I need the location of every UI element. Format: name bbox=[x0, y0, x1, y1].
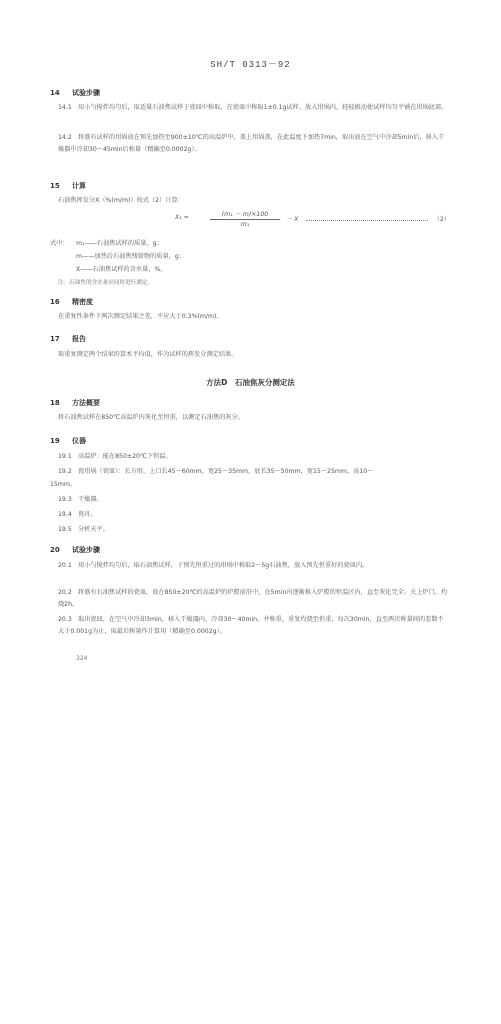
section-15-heading bbox=[50, 181, 86, 191]
formula-fraction bbox=[210, 209, 280, 228]
paragraph-20-2: 20.2 将盛有石油焦试样的瓷皿，放在850±20℃的高温炉的炉膛前沿中，在5min内逐渐推入炉膛的恒温区内，直至灰化完全。关上炉门，灼烧2h。 bbox=[58, 589, 448, 608]
equation-number: （2） bbox=[433, 216, 450, 223]
item-number: 19.1 bbox=[58, 453, 72, 460]
paragraph-15-intro: 石油焦挥发分X（%(m/m)）按式（2）计算： bbox=[58, 197, 184, 204]
paragraph-14-1: 14.1 用小勺搅拌均匀后，取适量石油焦试样于瓷皿中称取，在瓷皿中称取1±0.1g试样，放入坩埚内，轻轻振动使试样均匀平铺在坩埚底部。 bbox=[58, 104, 448, 111]
item-number: 19.5 bbox=[58, 526, 72, 533]
paragraph-14-2: 14.2 将盛有试样的坩埚放在预先加热至900±10℃的高温炉中，盖上坩埚盖，在此温度下加热7min，取出放在空气中冷却5min后，移入干燥器中冷却30～45min后称量（精确至0.0002g）。 bbox=[58, 134, 445, 153]
paragraph-20-3: 20.3 取出瓷皿，在空气中冷却3min，移入干燥器内，冷却30～40min，并称重，重复灼烧至恒重，每次30min，直至两次称量间的差数不大于0.001g为止，取最后称量作计算用（精确至0.0002g）。 bbox=[58, 616, 444, 635]
item-text: 干燥器。 bbox=[78, 496, 103, 503]
paragraph-17: 取重复测定两个结果的算术平均值，作为试样的挥发分测定结果。 bbox=[58, 351, 238, 358]
item-text: 分析天平。 bbox=[78, 526, 109, 533]
section-title: 精密度 bbox=[72, 298, 93, 306]
section-number: 14 bbox=[50, 89, 60, 97]
page-number: 324 bbox=[76, 655, 88, 662]
section-number: 18 bbox=[50, 399, 60, 407]
instrument-item bbox=[58, 524, 109, 533]
instrument-item bbox=[58, 466, 373, 475]
item-number: 19.4 bbox=[58, 511, 72, 518]
section-19-heading bbox=[50, 436, 86, 446]
section-title: 报告 bbox=[72, 335, 86, 343]
leader-dots bbox=[306, 220, 428, 221]
section-title: 方法概要 bbox=[72, 399, 100, 407]
where-label: 式中： bbox=[50, 240, 69, 247]
instrument-item-continued bbox=[50, 479, 76, 488]
paragraph-18: 将石油焦试样在850℃高温炉内灰化至恒重，以测定石油焦的灰分。 bbox=[58, 414, 244, 421]
section-14-heading bbox=[50, 88, 100, 98]
section-title: 试验步骤 bbox=[72, 546, 100, 554]
section-title: 试验步骤 bbox=[72, 89, 100, 97]
where-item-m1: m₁——石油焦试样的质量，g； bbox=[76, 240, 163, 247]
section-number: 17 bbox=[50, 335, 60, 343]
section-number: 16 bbox=[50, 298, 60, 306]
section-number: 15 bbox=[50, 182, 60, 190]
instrument-item bbox=[58, 509, 97, 518]
where-item-x: X——石油焦试样的含水量，%。 bbox=[76, 266, 167, 273]
section-17-heading bbox=[50, 334, 86, 344]
where-item-m: m——加热后石油焦残留物的质量，g； bbox=[76, 253, 185, 260]
formula-2 bbox=[50, 212, 450, 226]
instrument-item bbox=[58, 451, 172, 460]
formula-lhs: X₁ = bbox=[175, 214, 189, 221]
item-text: 瓷坩埚（瓷皿）：长方形，上口长45～60mm，宽25～35mm，底长35～50mm，宽15～25mm，高10～ bbox=[78, 468, 374, 475]
item-number: 19.2 bbox=[58, 468, 72, 475]
section-number: 20 bbox=[50, 546, 60, 554]
section-number: 19 bbox=[50, 437, 60, 445]
item-number: 19.3 bbox=[58, 496, 72, 503]
item-text: 15mm。 bbox=[50, 481, 77, 488]
item-text: 高温炉：能在850±20℃下恒温。 bbox=[78, 453, 172, 460]
formula-denominator: m₁ bbox=[240, 221, 250, 228]
paragraph-16: 在重复性条件下两次测定结果之差，不应大于0.3%(m/m)。 bbox=[58, 313, 223, 320]
section-title: 仪器 bbox=[72, 437, 86, 445]
item-text: 瓷舟。 bbox=[78, 511, 97, 518]
method-d-title: 方法D 石油焦灰分测定法 bbox=[206, 378, 295, 387]
section-20-heading bbox=[50, 545, 100, 555]
note-15: 注：石油焦的含水量应同时进行测定。 bbox=[58, 280, 154, 286]
formula-numerator: (m₁ － m)×100 bbox=[221, 211, 269, 218]
formula-tail: － X bbox=[286, 216, 299, 223]
section-18-heading bbox=[50, 398, 100, 408]
standard-code-header: SH/T 0313－92 bbox=[210, 60, 291, 70]
section-16-heading bbox=[50, 297, 93, 307]
instrument-item bbox=[58, 494, 103, 503]
paragraph-20-1: 20.1 用小勺搅拌均匀后，取石油焦试样，于预先恒重过的坩埚中称取2～5g石油焦，放入预先恒重好的瓷皿内。 bbox=[58, 562, 369, 569]
section-title: 计算 bbox=[72, 182, 86, 190]
fraction-bar bbox=[210, 219, 280, 220]
